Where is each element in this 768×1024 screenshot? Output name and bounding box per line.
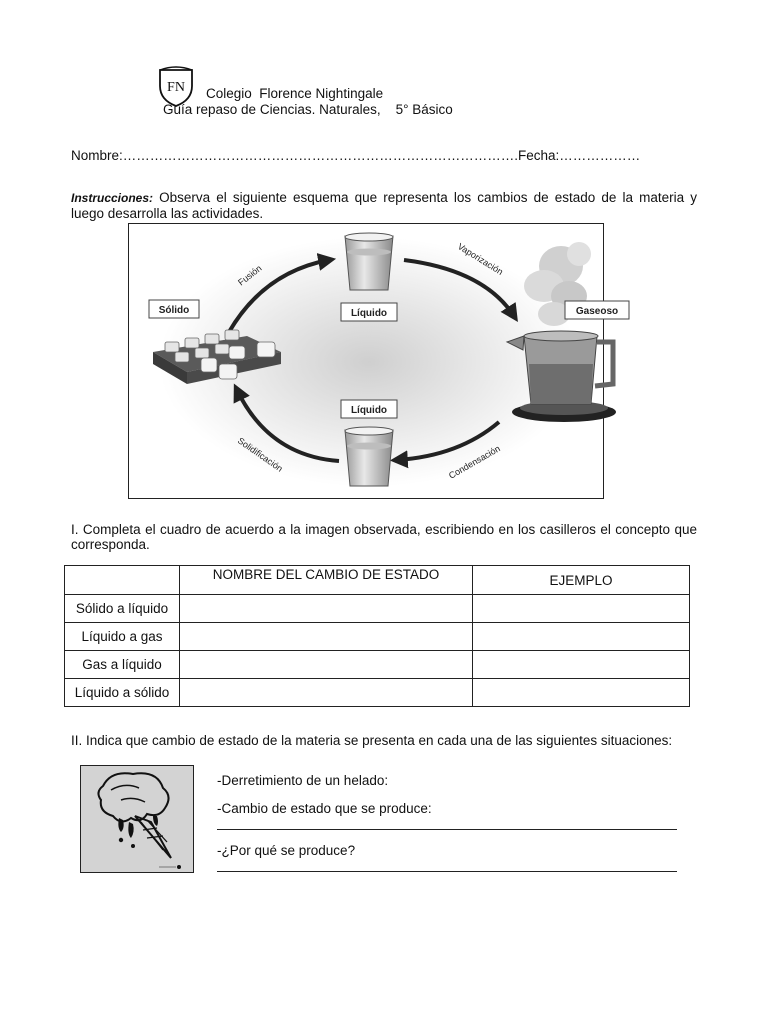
condensation-label: Condensación <box>447 443 502 481</box>
table-header-example: EJEMPLO <box>473 566 690 595</box>
example-cell[interactable] <box>473 651 690 679</box>
example-cell[interactable] <box>473 623 690 651</box>
states-of-matter-diagram <box>128 223 619 499</box>
example-cell[interactable] <box>473 595 690 623</box>
vaporization-label: Vaporización <box>455 241 505 277</box>
ice-cream-icon <box>81 766 193 872</box>
instructions-text: Observa el siguiente esquema que representa los cambios de estado de la materia y luego desarrolla las actividades. <box>71 190 697 221</box>
question-change-of-state: -Cambio de estado que se produce: <box>217 801 432 816</box>
instructions <box>71 190 697 222</box>
answer-cell[interactable] <box>180 595 473 623</box>
answer-cell[interactable] <box>180 623 473 651</box>
row-label: Gas a líquido <box>65 651 180 679</box>
instructions-label: Instrucciones: <box>71 191 154 205</box>
answer-line-2[interactable] <box>217 871 677 872</box>
states-table <box>64 565 690 707</box>
table-row <box>65 623 690 651</box>
section2-prompt: II. Indica que cambio de estado de la materia se presenta en cada una de las siguientes situaciones: <box>71 733 673 748</box>
situation-text: -Derretimiento de un helado: <box>217 773 389 788</box>
glass-top-icon <box>345 233 393 290</box>
glass-bottom-icon <box>345 427 393 486</box>
question-why: -¿Por qué se produce? <box>217 843 356 858</box>
guide-title: Guía repaso de Ciencias. Naturales, 5° Básico <box>163 102 453 117</box>
liquid-bottom-state-label: Líquido <box>350 405 388 416</box>
solidification-label: Solidificación <box>235 435 285 474</box>
school-name: Colegio Florence Nightingale <box>206 86 384 101</box>
example-cell[interactable] <box>473 679 690 707</box>
table-row <box>65 651 690 679</box>
melting-ice-cream-image <box>80 765 194 873</box>
solid-state-label: Sólido <box>158 305 190 316</box>
section1-prompt: I. Completa el cuadro de acuerdo a la imagen observada, escribiendo en los casilleros el concepto que corresponda. <box>71 522 697 552</box>
row-label: Sólido a líquido <box>65 595 180 623</box>
liquid-top-state-label: Líquido <box>350 308 388 319</box>
table-header-empty <box>65 566 180 595</box>
row-label: Líquido a gas <box>65 623 180 651</box>
table-header-name: NOMBRE DEL CAMBIO DE ESTADO <box>180 566 473 595</box>
table-row <box>65 595 690 623</box>
row-label: Líquido a sólido <box>65 679 180 707</box>
answer-cell[interactable] <box>180 651 473 679</box>
table-row <box>65 679 690 707</box>
liquid-top-state-box <box>341 303 397 321</box>
answer-cell[interactable] <box>180 679 473 707</box>
table-header-row <box>65 566 690 595</box>
liquid-bottom-state-box <box>341 400 397 418</box>
gas-state-label: Gaseoso <box>575 306 619 317</box>
crest-monogram: FN <box>167 80 185 95</box>
answer-line-1[interactable] <box>217 829 677 830</box>
solid-state-box <box>149 300 199 318</box>
fusion-label: Fusión <box>236 263 264 288</box>
gas-state-box <box>565 301 629 319</box>
name-date-line[interactable]: Nombre:…………………………………………………………………………….Fecha:……………… <box>71 148 641 163</box>
